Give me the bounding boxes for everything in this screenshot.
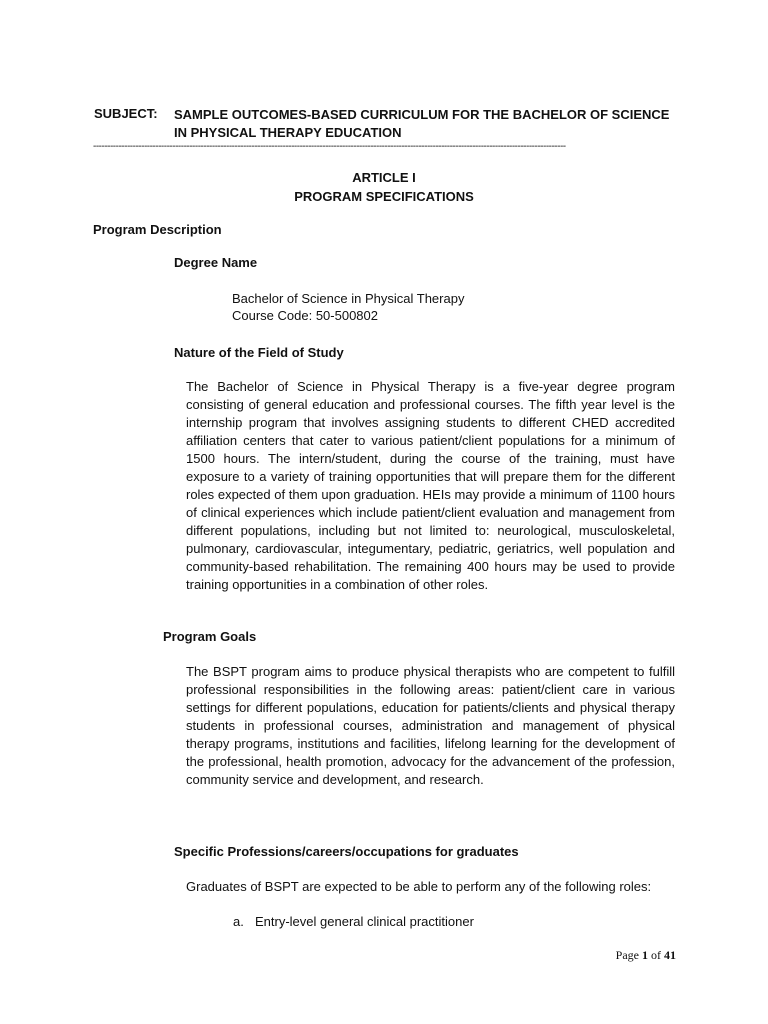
- subject-label: SUBJECT:: [94, 106, 158, 121]
- degree-name-value: Bachelor of Science in Physical Therapy: [232, 291, 465, 306]
- nature-heading: Nature of the Field of Study: [174, 345, 344, 360]
- page-word: Page: [615, 948, 639, 962]
- page-of: of: [651, 948, 661, 962]
- page-number: [616, 948, 676, 963]
- course-code: Course Code: 50-500802: [232, 308, 378, 323]
- page-current: 1: [642, 948, 648, 962]
- program-description-heading: Program Description: [93, 222, 222, 237]
- subject-title: SAMPLE OUTCOMES-BASED CURRICULUM FOR THE BACHELOR OF SCIENCE IN PHYSICAL THERAPY EDUCATION: [174, 107, 670, 140]
- careers-intro: Graduates of BSPT are expected to be able to perform any of the following roles:: [186, 879, 652, 894]
- goals-paragraph: The BSPT program aims to produce physical therapists who are competent to fulfill professional responsibilities in the following areas: patient/client care in various settings for different populations, education for patients/clients and physical therapy students in professional courses, administration and management of physical therapy programs, institutions and facilities, lifelong learning for the development of the professional, health promotion, advocacy for the advancement of the profession, community service and development, and research.: [186, 664, 675, 787]
- degree-name-heading: Degree Name: [174, 255, 258, 270]
- page-total: 41: [664, 948, 676, 962]
- careers-heading: Specific Professions/careers/occupations for graduates: [174, 844, 519, 859]
- dashed-divider: -----------------------------------------------------------------------------------------------------------------------------------------------------------------------: [93, 141, 566, 152]
- nature-paragraph: The Bachelor of Science in Physical Therapy is a five-year degree program consisting of general education and professional courses. The fifth year level is the internship program that involves assigning students to different CHED accredited affiliation centers that cater to various patient/client populations for a minimum of 1500 hours. The intern/student, during the course of the training, must have exposure to a variety of training opportunities that will prepare them for the different roles expected of them upon graduation. HEIs may provide a minimum of 1100 hours of clinical experiences which include patient/client evaluation and management from different populations, including but not limited to: neurological, musculoskeletal, pulmonary, cardiovascular, integumentary, pediatric, geriatrics, well population and community-based rehabilitation. The remaining 400 hours may be used to provide training opportunities in a combination of other roles.: [186, 379, 675, 592]
- list-item-marker: a.: [233, 914, 244, 929]
- list-item: Entry-level general clinical practitioner: [255, 914, 474, 929]
- article-number: ARTICLE I: [352, 170, 416, 185]
- article-title: PROGRAM SPECIFICATIONS: [294, 189, 474, 204]
- program-goals-heading: Program Goals: [163, 629, 257, 644]
